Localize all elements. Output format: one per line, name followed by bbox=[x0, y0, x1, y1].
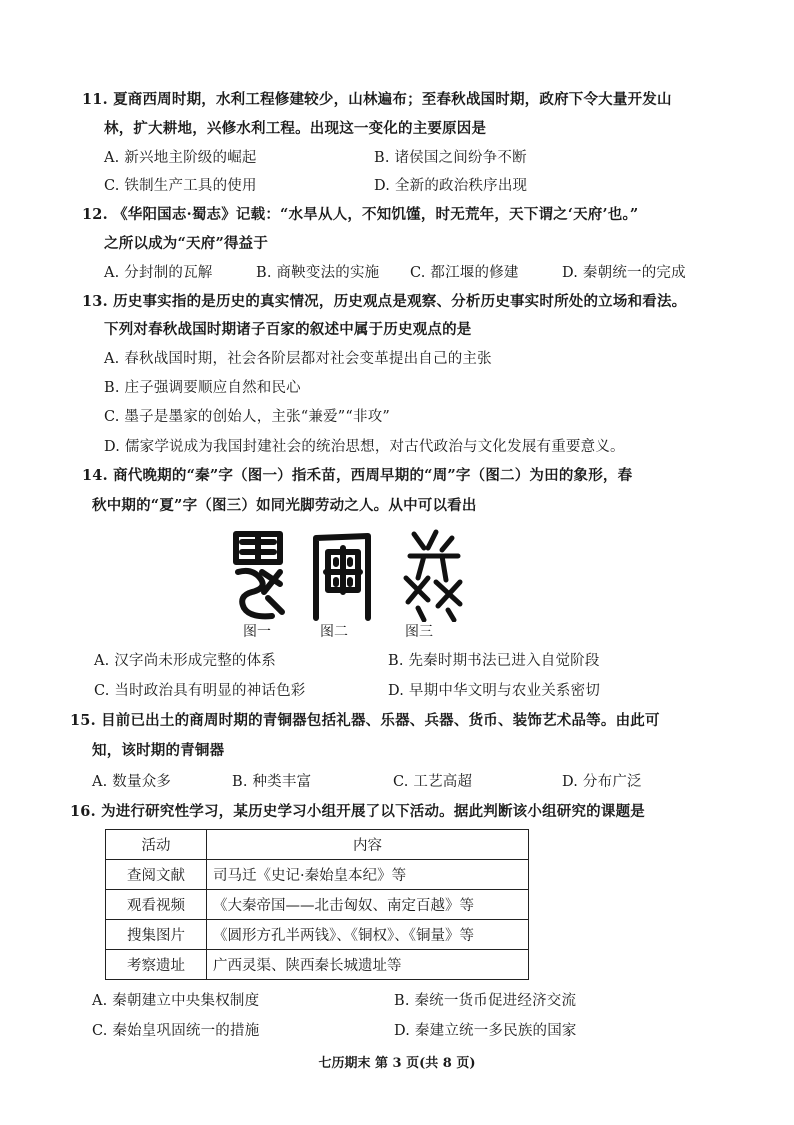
ancient-characters-figure bbox=[228, 528, 468, 622]
table-row bbox=[106, 920, 529, 950]
figure-2-caption: 图二 bbox=[320, 624, 348, 640]
question-13-option-c: C. 墨子是墨家的创始人，主张“兼爱”“非攻” bbox=[104, 409, 391, 425]
table-cell-content: 《圆形方孔半两钱》、《铜权》、《铜量》等 bbox=[207, 920, 529, 950]
question-12-line-2: 之所以成为“天府”得益于 bbox=[104, 235, 269, 252]
question-15-option-d: D. 分布广泛 bbox=[562, 774, 642, 790]
figure-1-caption: 图一 bbox=[243, 624, 271, 640]
table-cell-content: 广西灵渠、陕西秦长城遗址等 bbox=[207, 950, 529, 980]
figure-2-glyph bbox=[316, 536, 368, 618]
question-11-line-1: 11. 夏商西周时期，水利工程修建较少，山林遍布；至春秋战国时期，政府下令大量开发山 bbox=[82, 91, 672, 108]
question-16-option-d: D. 秦建立统一多民族的国家 bbox=[394, 1023, 577, 1039]
table-row bbox=[106, 890, 529, 920]
question-13-option-b: B. 庄子强调要顺应自然和民心 bbox=[104, 380, 301, 396]
question-13-option-a: A. 春秋战国时期，社会各阶层都对社会变革提出自己的主张 bbox=[104, 351, 492, 367]
question-15-option-a: A. 数量众多 bbox=[92, 774, 172, 790]
question-12-option-a: A. 分封制的瓦解 bbox=[104, 265, 213, 281]
table-header-content: 内容 bbox=[207, 830, 529, 860]
table-cell-content: 司马迁《史记·秦始皇本纪》等 bbox=[207, 860, 529, 890]
table-cell-activity: 搜集图片 bbox=[106, 920, 207, 950]
figure-3-caption: 图三 bbox=[405, 624, 433, 640]
question-15-option-c: C. 工艺高超 bbox=[393, 774, 473, 790]
table-header-row bbox=[106, 830, 529, 860]
figure-1-glyph bbox=[236, 534, 282, 616]
question-15-option-b: B. 种类丰富 bbox=[232, 774, 312, 790]
table-cell-activity: 考察遗址 bbox=[106, 950, 207, 980]
question-11-option-d: D. 全新的政治秩序出现 bbox=[374, 178, 528, 194]
question-14-option-b: B. 先秦时期书法已进入自觉阶段 bbox=[388, 653, 600, 669]
question-16-line-1: 16. 为进行研究性学习，某历史学习小组开展了以下活动。据此判断该小组研究的课题是 bbox=[70, 803, 645, 820]
question-14-option-c: C. 当时政治具有明显的神话色彩 bbox=[94, 683, 306, 699]
page-footer: 七历期末 第 3 页(共 8 页) bbox=[318, 1056, 476, 1071]
table-row bbox=[106, 860, 529, 890]
table-row bbox=[106, 950, 529, 980]
question-16-option-c: C. 秦始皇巩固统一的措施 bbox=[92, 1023, 260, 1039]
question-16-option-b: B. 秦统一货币促进经济交流 bbox=[394, 993, 577, 1009]
question-13-option-d: D. 儒家学说成为我国封建社会的统治思想，对古代政治与文化发展有重要意义。 bbox=[104, 439, 625, 455]
figure-3-glyph bbox=[406, 532, 460, 620]
question-14-option-d: D. 早期中华文明与农业关系密切 bbox=[388, 683, 601, 699]
question-12-line-1: 12. 《华阳国志·蜀志》记载：“水旱从人，不知饥馑，时无荒年，天下谓之‘天府’也。” bbox=[82, 206, 639, 223]
question-11-option-c: C. 铁制生产工具的使用 bbox=[104, 178, 257, 194]
activities-table bbox=[105, 829, 529, 980]
question-14-line-1: 14. 商代晚期的“秦”字（图一）指禾苗，西周早期的“周”字（图二）为田的象形，春 bbox=[82, 467, 633, 484]
question-16-option-a: A. 秦朝建立中央集权制度 bbox=[92, 993, 260, 1009]
question-13-line-2: 下列对春秋战国时期诸子百家的叙述中属于历史观点的是 bbox=[104, 321, 472, 338]
question-14-option-a: A. 汉字尚未形成完整的体系 bbox=[94, 653, 276, 669]
question-11-option-b: B. 诸侯国之间纷争不断 bbox=[374, 150, 527, 166]
question-15-line-2: 知，该时期的青铜器 bbox=[92, 742, 225, 759]
table-cell-content: 《大秦帝国——北击匈奴、南定百越》等 bbox=[207, 890, 529, 920]
question-12-option-c: C. 都江堰的修建 bbox=[410, 265, 519, 281]
question-12-option-d: D. 秦朝统一的完成 bbox=[562, 265, 686, 281]
table-cell-activity: 观看视频 bbox=[106, 890, 207, 920]
question-11-option-a: A. 新兴地主阶级的崛起 bbox=[104, 150, 257, 166]
question-15-line-1: 15. 目前已出土的商周时期的青铜器包括礼器、乐器、兵器、货币、装饰艺术品等。由此可 bbox=[70, 712, 660, 729]
table-cell-activity: 查阅文献 bbox=[106, 860, 207, 890]
table-header-activity: 活动 bbox=[106, 830, 207, 860]
question-13-line-1: 13. 历史事实指的是历史的真实情况，历史观点是观察、分析历史事实时所处的立场和看法。 bbox=[82, 293, 687, 310]
question-14-line-2: 秋中期的“夏”字（图三）如同光脚劳动之人。从中可以看出 bbox=[92, 497, 477, 514]
question-11-line-2: 林，扩大耕地，兴修水利工程。出现这一变化的主要原因是 bbox=[104, 120, 487, 137]
question-12-option-b: B. 商鞅变法的实施 bbox=[256, 265, 380, 281]
